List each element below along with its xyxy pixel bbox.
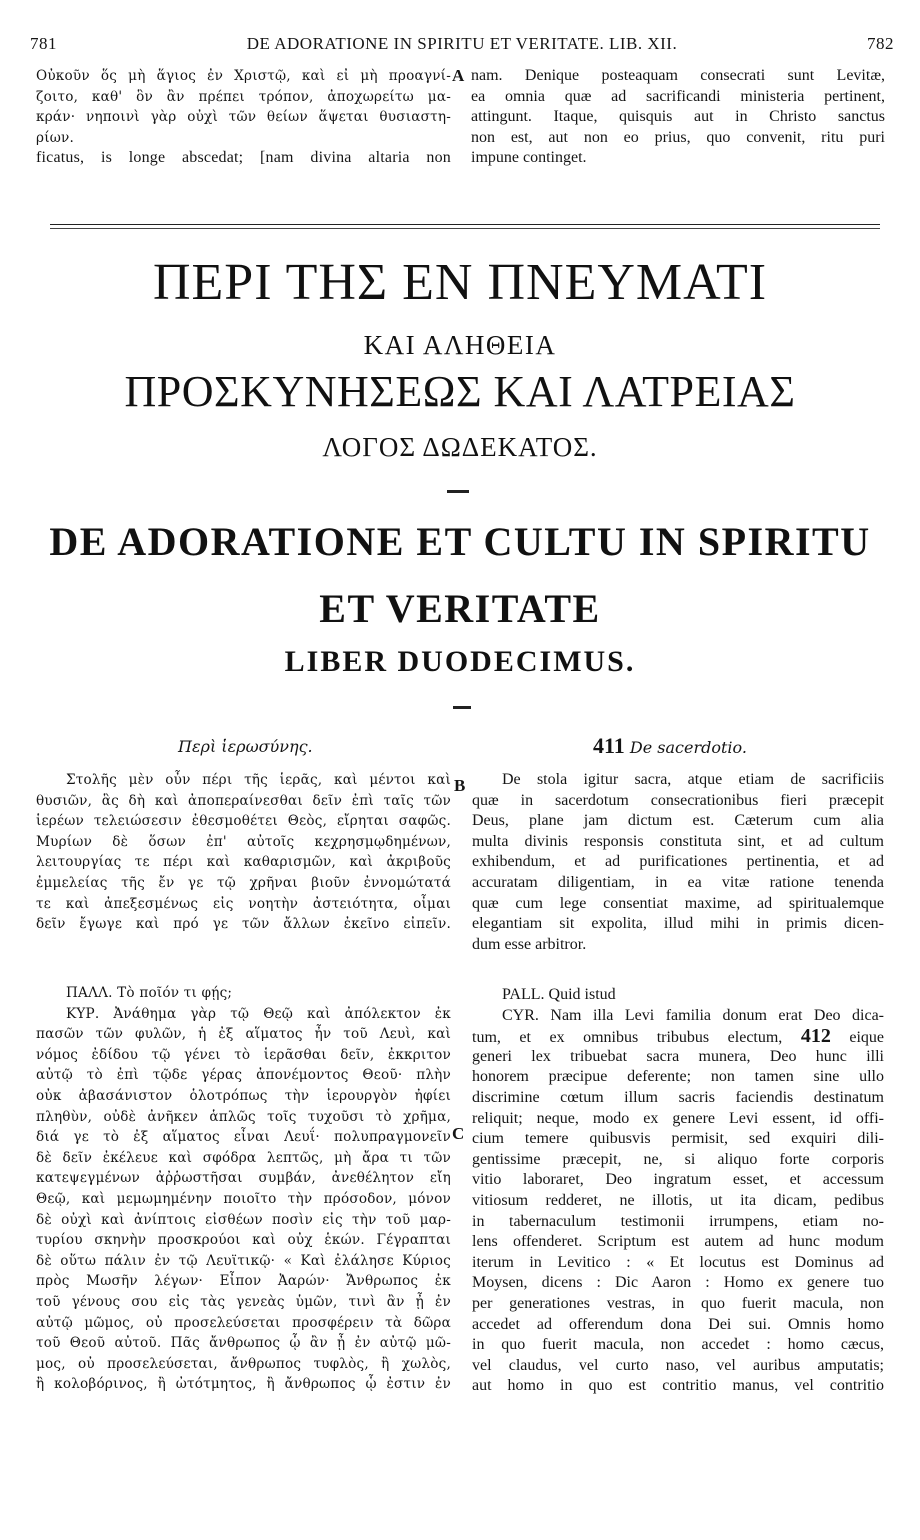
text-line: CYR. Nam illa Levi familia donum erat Deo dica- bbox=[502, 1006, 884, 1024]
text-line: ἱερέων τελειώσεσιν ἐθεσμοθέτει Θεὸς, εἴρηται σαφῶς. bbox=[36, 813, 451, 830]
text-line: τοῦ γένους σου εἰς τὰς γενεὰς ὑμῶν, τινὶ ἂν ᾖ ἐν bbox=[36, 1293, 451, 1310]
text-line: vel claudus, vel curto naso, vel auribus amputatis; bbox=[472, 1356, 884, 1374]
text-line: accedet ad offerendum dona Dei sui. Omnis homo bbox=[472, 1315, 884, 1333]
text-line: in tabernaculum testimonii irrumpens, etiam no- bbox=[472, 1212, 884, 1230]
latin-title-line2: ET VERITATE bbox=[319, 586, 601, 631]
greek-title-line2: ΚΑΙ ΑΛΗΘΕΙΑ bbox=[363, 330, 557, 360]
text-line: iterum in Levitico : « Et locutus est Dominus ad bbox=[472, 1253, 884, 1271]
text-line: πασῶν τῶν φυλῶν, ἡ ἐξ αἵματος ἦν τοῦ Λευὶ, καὶ bbox=[36, 1026, 451, 1043]
text-line: non est, aut non eo prius, quo convenit, ritu puri bbox=[471, 128, 885, 146]
page-marker-number: 412 bbox=[800, 1025, 831, 1048]
text-line: ἐμμελείας τῆς ἔν γε τῷ χρῆναι βιοῦν ἐννομώτατά bbox=[36, 874, 451, 891]
running-header bbox=[30, 34, 894, 56]
text-line: quæ cum lege consentiat maxime, ad spiritualemque bbox=[472, 894, 884, 912]
title-dash bbox=[447, 490, 469, 493]
text-line: ea omnia quæ ad sacrificandi ministeria pertinent, bbox=[471, 87, 885, 105]
text-line-with-marker bbox=[472, 1026, 884, 1047]
text-line: αὐτῷ τὸ ἐπὶ τῷδε γέρας ἀπονέμοντος Θεοῦ· πλὴν bbox=[36, 1067, 451, 1084]
latin-paragraph-2 bbox=[472, 985, 884, 1397]
text-line: discrimine cœtum illum sacris faciendis destinatum bbox=[472, 1088, 884, 1106]
text-line: δὲ δεῖν ἐκέλευε καὶ σφόδρα λεπτῶς, μὴ ἄρα τι τῶν bbox=[36, 1149, 451, 1166]
text-line: ρίων. bbox=[36, 129, 74, 146]
speaker-line: PALL. Quid istud bbox=[502, 986, 616, 1003]
margin-letter-b: B bbox=[454, 776, 466, 795]
text-line: attingunt. Itaque, quisquis aut in Christo sanctus bbox=[471, 108, 885, 126]
text-line: πρὸς Μωσῆν λέγων· Εἶπον Ἀαρών· Ἄνθρωπος ἐκ bbox=[36, 1273, 451, 1290]
margin-letter-c: C bbox=[452, 1124, 465, 1143]
text-line: multa divinis responsis constituta sint, et ad cultum bbox=[472, 832, 884, 850]
text-segment: tum, et ex omnibus tribubus electum, bbox=[472, 1029, 783, 1047]
text-line: per generationes vestras, in quo fuerit macula, non bbox=[472, 1294, 884, 1312]
latin-title-main: DE ADORATIONE ET CULTU IN SPIRITU bbox=[49, 519, 871, 564]
text-line: vitiosum redderet, ne illotis, ut ita dicam, pedibus bbox=[472, 1191, 884, 1209]
text-line: cium temere quibusvis permisit, sed exquiri dili- bbox=[472, 1130, 884, 1148]
text-segment: eique bbox=[849, 1029, 884, 1047]
text-line: reliquit; neque, modo ex genere Levi essent, id offi- bbox=[472, 1109, 884, 1127]
text-line: διά γε τὸ ἐξ αἵματος εἶναι Λευΐ· πολυπραγμονεῖν bbox=[36, 1129, 451, 1146]
text-line: in quo fuerit macula, non accedet : homo cæcus, bbox=[472, 1336, 884, 1354]
greek-title-main: ΠΕΡΙ ΤΗΣ ΕΝ ΠΝΕΥΜΑΤΙ bbox=[152, 254, 768, 311]
text-line: δὲ οὕτω πάλιν ἐν τῷ Λευϊτικῷ· « Καὶ ἐλάλησε Κύριος bbox=[36, 1252, 451, 1269]
greek-title-line3: ΠΡΟΣΚΥΝΗΣΕΩΣ ΚΑΙ ΛΑΤΡΕΙΑΣ bbox=[124, 367, 796, 416]
text-line: dum esse arbitror. bbox=[472, 935, 587, 953]
text-line: δεῖν ἔγωγε καὶ πρό γε τῶν ἄλλων ἐκεῖνο εἰπεῖν. bbox=[36, 916, 451, 933]
text-line: λειτουργίας τε πέρι καὶ καθαρισμῶν, καὶ ἀκριβοῦς bbox=[36, 854, 451, 871]
greek-paragraph-2 bbox=[36, 983, 451, 1395]
text-line: δὲ οὐχὶ καὶ ἀνίπτοις εἰσθέων ποσὶν εἰς τὴν τοῦ μαρ- bbox=[36, 1211, 451, 1228]
text-line: ἢ κολοβόρινος, ἢ ὠτότμητος, ἢ ἄνθρωπος ᾧ ἐστιν ἐν bbox=[36, 1376, 451, 1393]
text-line: κατεψεγμένων ἀῤῥωστῆσαι συμβάν, ἀνεθέλητον εἴη bbox=[36, 1170, 451, 1187]
page-number-right: 782 bbox=[867, 34, 894, 53]
text-line: quæ in sacerdotum consecrationibus fieri præcepit bbox=[472, 791, 884, 809]
text-line: impune continget. bbox=[471, 149, 587, 167]
text-line: Μυρίων δὲ ὅσων ἐπ' αὐτοῖς κεχρησμῳδημένων, bbox=[36, 833, 451, 850]
text-line: accuratam diligentiam, in ea vitæ ratione tenenda bbox=[472, 873, 884, 891]
speaker-line: ΠΑΛΛ. Τὸ ποῖόν τι φῄς; bbox=[66, 985, 233, 1001]
text-line: οὐκ ἀβασάνιστον ὁλοτρόπως τὴν ἱερουργὸν ἠφίει bbox=[36, 1087, 451, 1104]
text-line: ficatus, is longe abscedat; [nam divina altaria non bbox=[36, 149, 451, 167]
text-line: vitio laboraret, Deo ingratum esset, et accessum bbox=[472, 1171, 884, 1189]
text-line: νόμος ἐδίδου τῷ γένει τὸ ἱερᾶσθαι δεῖν, ἐκκριτον bbox=[36, 1046, 451, 1063]
running-title: DE ADORATIONE IN SPIRITU ET VERITATE. LIB. XII. bbox=[246, 34, 678, 53]
title-dash bbox=[453, 706, 471, 709]
text-line: generi lex tribuebat sacra munera, Deo hunc illi bbox=[472, 1047, 884, 1065]
text-line: θυσιῶν, ἃς δὴ καὶ ἀποπεραίνεσθαι δεῖν ἐπὶ ταῖς τῶν bbox=[36, 792, 451, 809]
latin-section-heading bbox=[593, 733, 747, 759]
text-line: exhibendum, et ad purificationes pertinentia, et ad bbox=[472, 853, 884, 871]
text-line: τοῦ Θεοῦ αὐτοῦ. Πᾶς ἄνθρωπος ᾧ ἂν ᾖ ἐν αὐτῷ μῶ- bbox=[36, 1335, 451, 1352]
text-line: Θεῷ, καὶ μεμωμημένην ποιοῖτο τὴν πρόσοδον, μόνον bbox=[36, 1190, 451, 1207]
text-line: αὐτῷ μῶμος, οὐ προσελεύσεται προσφέρειν τὰ δῶρα bbox=[36, 1314, 451, 1331]
greek-title-line4: ΛΟΓΟΣ ΔΩΔΕΚΑΤΟΣ. bbox=[322, 432, 598, 462]
text-line: Στολῆς μὲν οὖν πέρι τῆς ἱερᾶς, καὶ μέντοι καὶ bbox=[66, 772, 451, 788]
page-number-left: 781 bbox=[30, 34, 57, 53]
latin-section-title: De sacerdotio. bbox=[629, 738, 747, 757]
margin-letter-a: A bbox=[452, 66, 465, 85]
text-line: κράν· νηποινὶ γὰρ οὐχὶ τῶν θείων ἅψεται θυσιαστη- bbox=[36, 109, 451, 126]
text-line: μος, οὐ προσελεύσεται, ἄνθρωπος τυφλὸς, ἢ χωλὸς, bbox=[36, 1355, 451, 1372]
text-line: Οὐκοῦν ὅς μὴ ἅγιος ἐν Χριστῷ, καὶ εἰ μὴ προαγνί- bbox=[36, 68, 451, 84]
greek-section-heading: Περὶ ἱερωσύνης. bbox=[178, 737, 313, 756]
text-line: Moysen, dicens : Dic Aaron : Homo ex genere tuo bbox=[472, 1274, 884, 1292]
text-line: Deus, plane jam dictum est. Cæterum cum alia bbox=[472, 812, 884, 830]
text-line: honorem præcipue deferente; non tamen sine ullo bbox=[472, 1068, 884, 1086]
text-line: lens offenderet. Scriptum est autem ad hunc modum bbox=[472, 1233, 884, 1251]
page-marker-number: 411 bbox=[593, 733, 625, 758]
top-latin-column bbox=[471, 66, 885, 169]
top-greek-column bbox=[36, 66, 451, 169]
text-line: πληθὺν, οὐδὲ ἀνῆκεν ἁπλῶς τοῖς τυχοῦσι τὸ χρῆμα, bbox=[36, 1108, 451, 1125]
text-line: De stola igitur sacra, atque etiam de sacrificiis bbox=[502, 771, 884, 788]
text-line: ΚΥΡ. Ἀνάθημα γὰρ τῷ Θεῷ καὶ ἀπόλεκτον ἐκ bbox=[66, 1005, 451, 1022]
latin-title-line3: LIBER DUODECIMUS. bbox=[284, 645, 636, 678]
section-separator bbox=[50, 224, 880, 231]
text-line: elegantiam sit expolita, illud mihi in primis dicen- bbox=[472, 915, 884, 933]
text-line: τε καὶ ἀπεξεσμένως εἰς νοητὴν ἀστειότητα, οἶμαι bbox=[36, 895, 451, 912]
text-line: ζοιτο, καθ' ὃν ἂν πρέπει τρόπον, ἀποχωρείτω μα- bbox=[36, 88, 451, 105]
greek-paragraph-1 bbox=[36, 770, 451, 935]
text-line: τυρίου σκηνὴν προσκρούοι καὶ οὐχ ἑκών. Γέγραπται bbox=[36, 1232, 451, 1249]
text-line: nam. Denique posteaquam consecrati sunt Levitæ, bbox=[471, 67, 885, 84]
text-line: gentissime præcepit, ne, si aliquo forte corporis bbox=[472, 1150, 884, 1168]
text-line: aut homo in quo est contritio manus, vel contritio bbox=[472, 1377, 884, 1395]
latin-paragraph-1 bbox=[472, 770, 884, 955]
